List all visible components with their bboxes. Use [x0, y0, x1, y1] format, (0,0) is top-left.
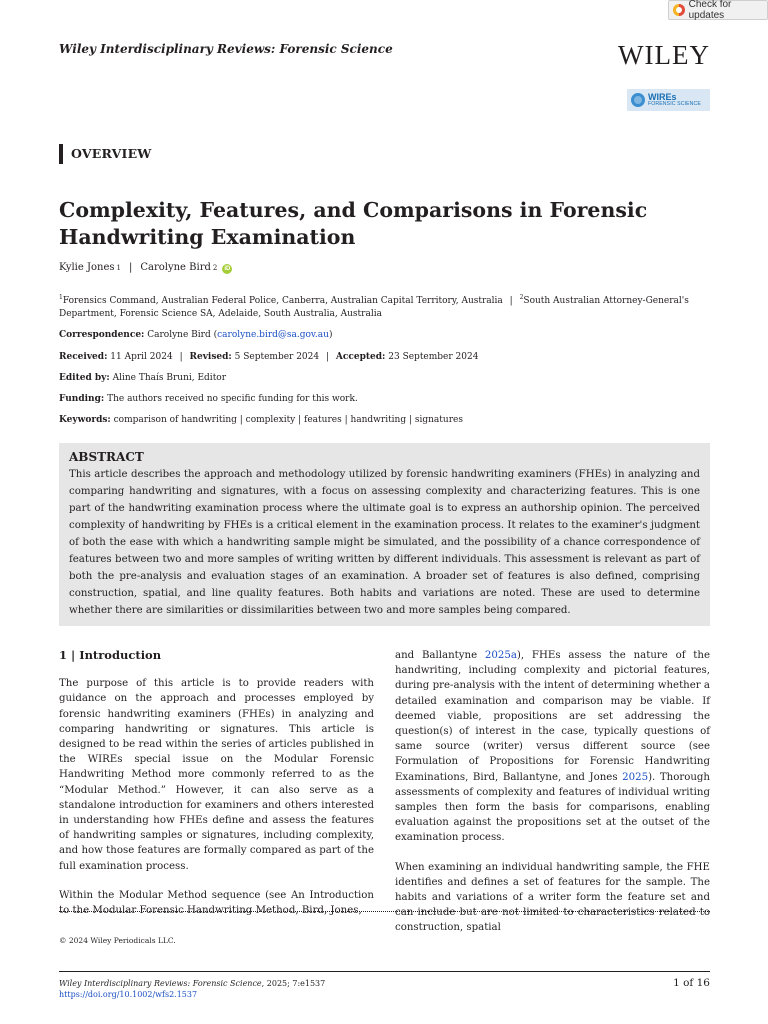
footer-citation	[59, 978, 325, 1000]
wires-logo-sub: FORENSIC SCIENCE	[648, 100, 701, 107]
page-number: 1 of 16	[673, 977, 710, 989]
check-for-updates-label: Check for updates	[688, 0, 732, 21]
correspondence-email-link[interactable]: carolyne.bird@sa.gov.au	[217, 330, 329, 340]
revised-date: 5 September 2024	[234, 352, 320, 362]
doi-link[interactable]: https://doi.org/10.1002/wfs2.1537	[59, 990, 198, 999]
affiliation-marker: 2	[212, 264, 218, 272]
received-date: 11 April 2024	[110, 352, 173, 362]
keywords-value: comparison of handwriting | complexity | features | handwriting | signatures	[113, 415, 463, 425]
affiliation-2: South Australian Attorney-General's Department, Forensic Science SA, Adelaide, South Australia, Australia	[59, 296, 689, 319]
funding-label: Funding:	[59, 394, 105, 404]
article-dates	[59, 351, 709, 364]
received-label: Received:	[59, 352, 108, 362]
edited-by-label: Edited by:	[59, 373, 110, 383]
funding	[59, 393, 709, 406]
accepted-date: 23 September 2024	[388, 352, 479, 362]
correspondence-name: Carolyne Bird (	[147, 330, 218, 340]
affiliation-1: Forensics Command, Australian Federal Police, Canberra, Australian Capital Territory, Australia	[62, 296, 503, 306]
wires-logo	[627, 89, 710, 111]
copyright: © 2024 Wiley Periodicals LLC.	[59, 936, 176, 945]
orcid-icon[interactable]: iD	[224, 266, 231, 272]
affiliations	[59, 291, 709, 321]
correspondence-close: )	[328, 330, 333, 340]
citation-link[interactable]: 2025	[622, 771, 649, 783]
keywords	[59, 414, 709, 427]
paragraph-text: ), FHEs assess the nature of the handwriting, including complexity and pictorial features, during pre-analysis with the intent of determining whether a detailed examination and comparison may be viable. If deemed viable, propositions are set addressing the question(s) of interest in the case, typically questions of same source (writer) versus different source (see Formulation of Propositions for Forensic Handwriting Examinations, Bird, Ballantyne, and Jones	[395, 650, 710, 783]
footer-citation-detail: , 2025; 7:e1537	[261, 979, 326, 988]
affiliation-separator: |	[509, 296, 513, 306]
paragraph: When examining an individual handwriting sample, the FHE identifies and defines a set of features for the sample. The habits and variations of a writer form the feature set and can include but are not limited to characteristics related to construction, spatial	[395, 861, 710, 934]
paragraph: Within the Modular Method sequence (see An Introduction to the Modular Forensic Handwriting Method, Bird, Jones,	[59, 889, 374, 917]
crossmark-icon	[673, 4, 685, 16]
author-name: Carolyne Bird	[140, 262, 211, 273]
accepted-label: Accepted:	[335, 352, 386, 362]
abstract-box	[59, 443, 710, 626]
affiliation-marker: 1	[59, 294, 63, 301]
wires-logo-name: WIREs	[648, 91, 677, 102]
affiliation-marker: 2	[519, 294, 524, 301]
paragraph-text: and Ballantyne	[395, 650, 485, 661]
check-for-updates-button[interactable]	[668, 0, 768, 20]
footer-journal-name: Wiley Interdisciplinary Reviews: Forensic Science	[59, 979, 262, 988]
section-marker	[59, 144, 63, 164]
correspondence	[59, 329, 709, 342]
author-separator: |	[128, 262, 133, 273]
keywords-label: Keywords:	[59, 415, 111, 425]
edited-by	[59, 372, 709, 385]
paragraph	[395, 648, 710, 846]
abstract-body: This article describes the approach and methodology utilized by forensic handwriting examiners (FHEs) in analyzing and comparing handwriting and signatures, with a focus on assessing complexity and characterizing features. This is one part of the handwriting examination process where the ultimate goal is to express an authorship opinion. The perceived complexity of handwriting by FHEs is a critical element in the examination process. It relates to the examiner's judgment of both the ease with which a handwriting sample might be simulated, and the possibility of a chance correspondence of features between two and more samples of writing written by different individuals. This assessment is relevant as part of both the pre-analysis and evaluation stages of an examination. A broader set of features is also defined, comprising construction, spatial, and line quality features. Both habits and variations are noted. These are used to determine whether there are similarities or dissimilarities between two and more samples being compared.	[69, 469, 700, 616]
journal-header: Wiley Interdisciplinary Reviews: Forensic Science	[59, 42, 393, 56]
date-separator: |	[325, 352, 330, 362]
article-title: Complexity, Features, and Comparisons in Forensic Handwriting Examination	[59, 198, 648, 249]
paragraph: The purpose of this article is to provide readers with guidance on the approach and processes employed by forensic handwriting examiners (FHEs) in analyzing and comparing handwriting or signatures. This article is designed to be read within the series of articles published in the WIREs special issue on the Modular Forensic Handwriting Method more commonly referred to as the “Modular Method.” However, it can also serve as a standalone introduction for examiners and others interested in understanding how FHEs define and assess the features of handwriting samples or signatures, including complexity, and how those features are formally compared as part of the full examination process.	[59, 678, 374, 872]
affiliation-marker: 1	[116, 264, 121, 272]
footer-divider	[59, 911, 710, 912]
author-list	[59, 262, 232, 274]
right-column	[395, 648, 710, 950]
left-column	[59, 648, 374, 932]
footer-rule	[59, 971, 710, 972]
paragraph-text: ). Thorough assessments of complexity and features of individual writing samples then form the basis for comparisons, enabling evaluation against the propositions set at the outset of the examination process.	[395, 771, 710, 844]
section-label: OVERVIEW	[71, 146, 152, 161]
citation-link[interactable]: 2025a	[484, 650, 517, 661]
author-name: Kylie Jones	[59, 262, 115, 273]
revised-label: Revised:	[189, 352, 232, 362]
edited-by-value: Aline Thaís Bruni, Editor	[112, 373, 227, 383]
abstract-title: ABSTRACT	[69, 450, 144, 464]
wires-globe-icon	[631, 93, 645, 107]
wiley-logo: WILEY	[618, 40, 710, 70]
date-separator: |	[179, 352, 183, 362]
section-heading: 1 | Introduction	[59, 648, 162, 662]
funding-value: The authors received no specific funding for this work.	[107, 394, 358, 404]
correspondence-label: Correspondence:	[59, 330, 145, 340]
